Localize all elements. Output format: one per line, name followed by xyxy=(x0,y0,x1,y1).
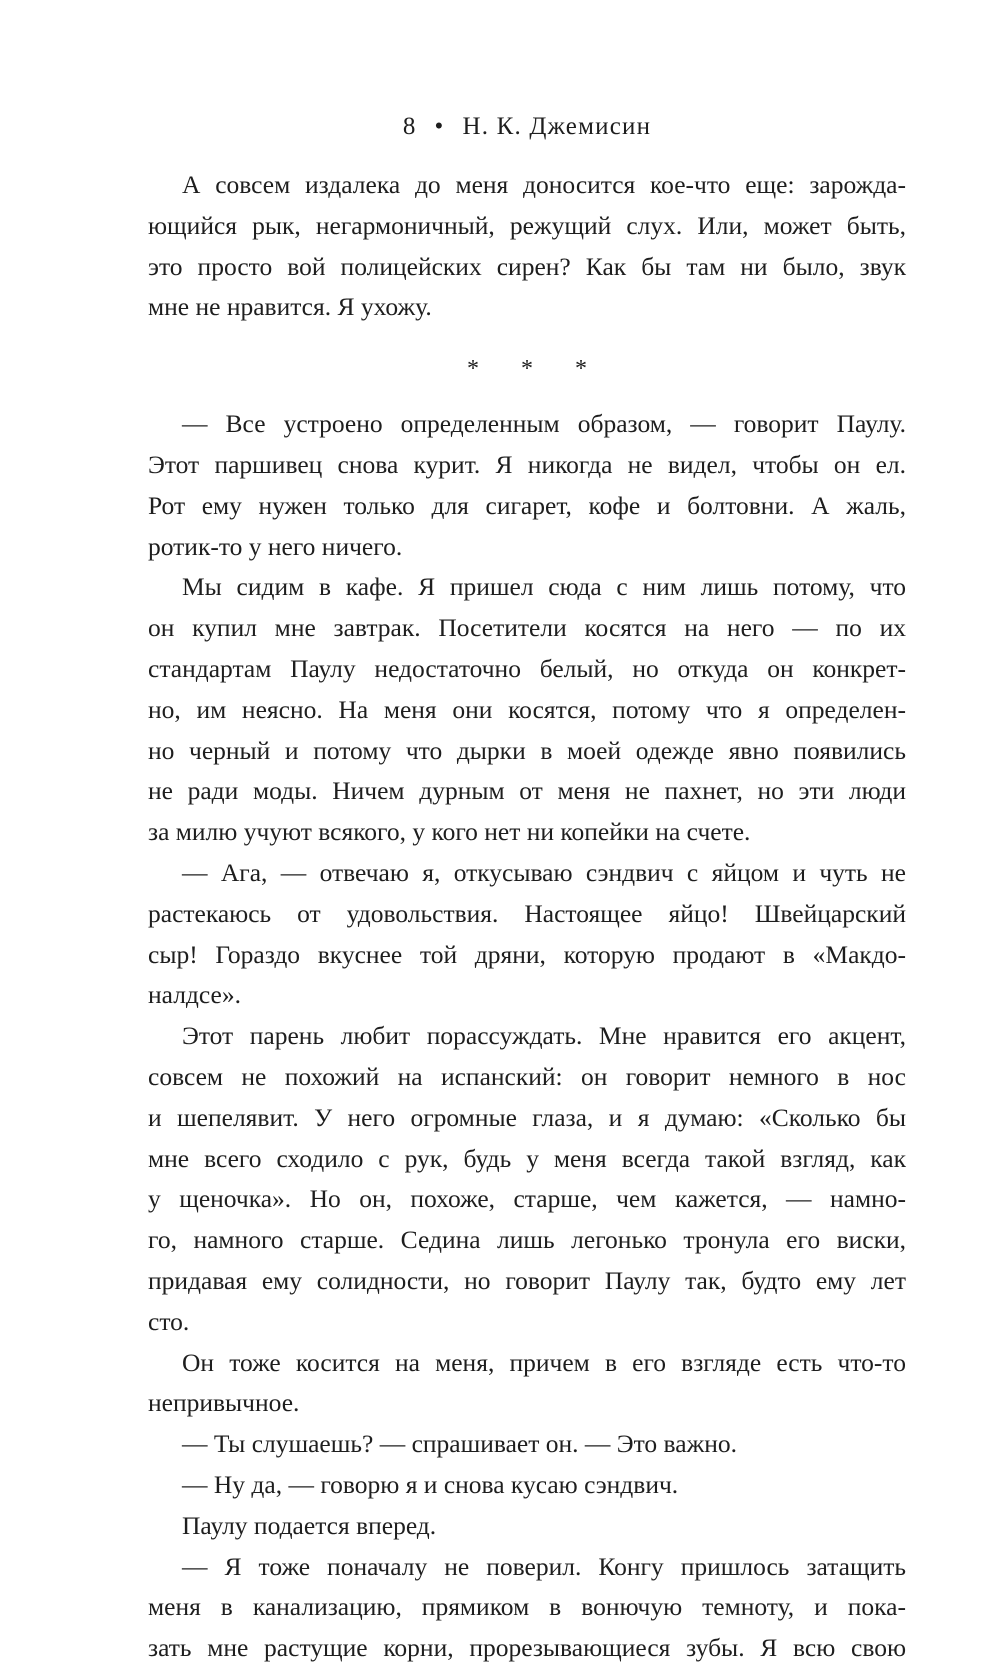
text-line: зать мне растущие корни, прорезывающиеся зубы. Я всю свою xyxy=(148,1633,906,1663)
header-separator: • xyxy=(434,113,445,140)
text-line: у щеночка». Но он, похоже, старше, чем кажется, — намно- xyxy=(148,1184,906,1214)
text-line: сто. xyxy=(148,1306,190,1336)
text-line: Рот ему нужен только для сигарет, кофе и болтовни. А жаль, xyxy=(148,490,906,520)
text-line: ющийся рык, негармоничный, режущий слух. Или, может быть, xyxy=(148,210,906,240)
body-text xyxy=(148,165,906,1669)
text-line: — Ты слушаешь? — спрашивает он. — Это важно. xyxy=(182,1429,737,1459)
text-line: стандартам Паулу недостаточно белый, но откуда он конкрет- xyxy=(148,653,906,683)
text-line: Этот паршивец снова курит. Я никогда не видел, чтобы он ел. xyxy=(148,449,906,479)
text-line: ротик-то у него ничего. xyxy=(148,531,403,561)
text-line: придавая ему солидности, но говорит Паулу так, будто ему лет xyxy=(148,1265,906,1295)
section-before-break xyxy=(148,165,906,328)
section-after-break xyxy=(148,404,906,1669)
text-line: — Ну да, — говорю я и снова кусаю сэндвич. xyxy=(182,1469,679,1499)
text-line: Этот парень любит порассуждать. Мне нравится его акцент, xyxy=(182,1021,906,1051)
text-line: это просто вой полицейских сирен? Как бы там ни было, звук xyxy=(148,251,906,281)
paragraph xyxy=(148,1465,906,1506)
text-line: меня в канализацию, прямиком в вонючую темноту, и пока- xyxy=(148,1592,906,1622)
paragraph xyxy=(148,853,906,1016)
author-name: Н. К. Джемисин xyxy=(462,113,652,140)
text-line: и шепелявит. У него огромные глаза, и я думаю: «Сколько бы xyxy=(148,1102,906,1132)
text-line: — Я тоже поначалу не поверил. Конгу пришлось затащить xyxy=(182,1551,906,1581)
paragraph xyxy=(148,165,906,328)
running-header xyxy=(148,112,906,142)
paragraph xyxy=(148,404,906,567)
paragraph xyxy=(148,1016,906,1342)
text-line: сыр! Гораздо вкуснее той дряни, которую продают в «Макдо- xyxy=(148,939,906,969)
paragraph xyxy=(148,1547,906,1669)
text-line: налдсе». xyxy=(148,980,241,1010)
text-line: го, намного старше. Седина лишь легонько тронула его виски, xyxy=(148,1225,906,1255)
text-line: — Все устроено определенным образом, — говорит Паулу. xyxy=(182,409,906,439)
text-line: не ради моды. Ничем дурным от меня не пахнет, но эти люди xyxy=(148,776,906,806)
text-line: совсем не похожий на испанский: он говорит немного в нос xyxy=(148,1061,906,1091)
text-line: — Ага, — отвечаю я, откусываю сэндвич с яйцом и чуть не xyxy=(182,857,906,887)
text-line: растекаюсь от удовольствия. Настоящее яйцо! Швейцарский xyxy=(148,898,906,928)
text-line: но черный и потому что дырки в моей одежде явно появились xyxy=(148,735,906,765)
text-line: непривычное. xyxy=(148,1388,300,1418)
text-line: Мы сидим в кафе. Я пришел сюда с ним лишь потому, что xyxy=(182,572,906,602)
text-line: мне всего сходило с рук, будь у меня всегда такой взгляд, как xyxy=(148,1143,906,1173)
text-line: он купил мне завтрак. Посетители косятся на него — по их xyxy=(148,613,906,643)
text-line: Он тоже косится на меня, причем в его взгляде есть что-то xyxy=(182,1347,906,1377)
text-line: мне не нравится. Я ухожу. xyxy=(148,292,432,322)
text-line: Паулу подается вперед. xyxy=(182,1510,437,1540)
paragraph xyxy=(148,1343,906,1425)
text-line: но, им неясно. На меня они косятся, потому что я определен- xyxy=(148,694,906,724)
text-line: А совсем издалека до меня доносится кое-что еще: зарожда- xyxy=(182,170,906,199)
paragraph xyxy=(148,1424,906,1465)
text-line: за милю учуют всякого, у кого нет ни копейки на счете. xyxy=(148,817,751,847)
paragraph xyxy=(148,567,906,853)
paragraph xyxy=(148,1506,906,1547)
scene-break: * * * xyxy=(467,356,605,383)
page-number: 8 xyxy=(402,113,417,140)
